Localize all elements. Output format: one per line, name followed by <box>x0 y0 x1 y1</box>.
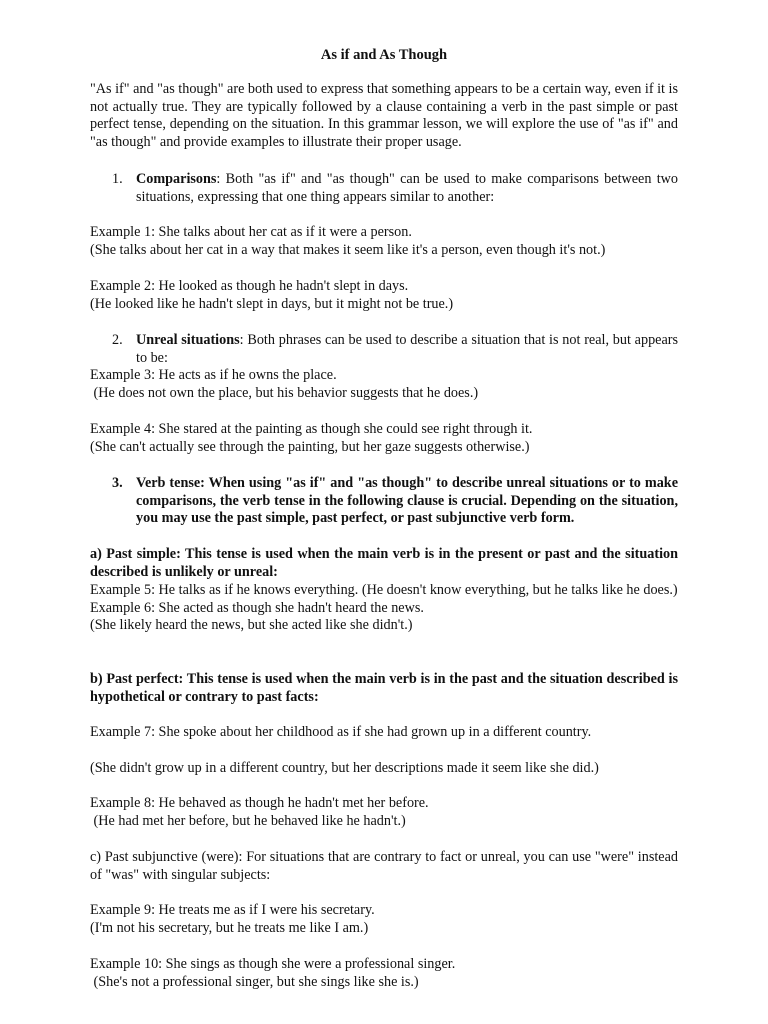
list-item-body: : Both "as if" and "as though" can be used to make comparisons between two situations, expressing that one thing appears similar to another: <box>136 171 678 205</box>
example-1 <box>90 224 678 259</box>
example-explanation: (He does not own the place, but his behavior suggests that he does.) <box>90 384 479 401</box>
example-9 <box>90 902 678 937</box>
example-7-sentence <box>90 724 678 742</box>
list-number: 1. <box>112 171 123 187</box>
list-item-text <box>136 171 678 206</box>
example-sentence: Example 2: He looked as though he hadn't slept in days. <box>90 278 409 294</box>
list-item-text: Verb tense: When using "as if" and "as though" to describe unreal situations or to make comparisons, the verb tense in the following clause is crucial. Depending on the situation, you may use the past simple, past perfect, or past subjunctive verb form. <box>136 475 678 527</box>
section-a-examples <box>90 582 678 635</box>
example-sentence: Example 8: He behaved as though he hadn't met her before. <box>90 795 429 811</box>
example-explanation: (She talks about her cat in a way that makes it seem like it's a person, even though it's not.) <box>90 241 606 258</box>
example-explanation: (She didn't grow up in a different country, but her descriptions made it seem like she did.) <box>90 760 599 776</box>
list-item-text <box>136 332 678 367</box>
example-sentence: Example 4: She stared at the painting as though she could see right through it. <box>90 421 533 437</box>
section-b-heading: b) Past perfect: This tense is used when the main verb is in the past and the situation described is hypothetical or contrary to past facts: <box>90 671 678 705</box>
page-title: As if and As Though <box>320 47 448 63</box>
section-a-heading: a) Past simple: This tense is used when the main verb is in the present or past and the situation described is unlikely or unreal: <box>90 546 678 580</box>
example-3 <box>90 367 678 402</box>
example-5: Example 5: He talks as if he knows everything. (He doesn't know everything, but he talks like he does.) <box>90 582 678 598</box>
example-2 <box>90 278 678 313</box>
list-number: 3. <box>112 475 123 491</box>
list-item-body: : Both phrases can be used to describe a situation that is not real, but appears to be: <box>136 332 679 366</box>
list-item-heading: Unreal situations <box>136 332 240 348</box>
example-8 <box>90 795 678 830</box>
list-item-comparisons <box>90 171 678 206</box>
list-number: 2. <box>112 332 123 348</box>
example-7-explanation <box>90 760 678 778</box>
section-c-heading: c) Past subjunctive (were): For situations that are contrary to fact or unreal, you can use "were" instead of "was" with singular subjects: <box>90 849 678 883</box>
example-6-sentence: Example 6: She acted as though she hadn't heard the news. <box>90 599 424 616</box>
example-sentence: Example 3: He acts as if he owns the place. <box>90 367 337 383</box>
example-4 <box>90 421 678 456</box>
example-sentence: Example 1: She talks about her cat as if it were a person. <box>90 224 412 240</box>
example-explanation: (I'm not his secretary, but he treats me like I am.) <box>90 919 369 936</box>
example-sentence: Example 9: He treats me as if I were his secretary. <box>90 902 375 918</box>
example-sentence: Example 7: She spoke about her childhood as if she had grown up in a different country. <box>90 724 592 740</box>
example-sentence: Example 10: She sings as though she were a professional singer. <box>90 956 456 972</box>
list-item-heading: Comparisons <box>136 171 217 187</box>
example-explanation: (He had met her before, but he behaved like he hadn't.) <box>90 812 406 829</box>
example-explanation: (She's not a professional singer, but she sings like she is.) <box>90 973 419 990</box>
intro-paragraph: "As if" and "as though" are both used to express that something appears to be a certain way, even if it is not actually true. They are typically followed by a clause containing a verb in the past simple or past perfect tense, depending on the situation. In this grammar lesson, we will explore the use of "as if" and "as though" and provide examples to illustrate their proper usage. <box>90 81 679 151</box>
example-10 <box>90 956 678 991</box>
list-item-verb-tense <box>90 475 678 528</box>
example-explanation: (He looked like he hadn't slept in days, but it might not be true.) <box>90 295 454 312</box>
example-explanation: (She can't actually see through the painting, but her gaze suggests otherwise.) <box>90 438 530 455</box>
list-item-unreal-situations <box>90 332 678 367</box>
example-6-explanation: (She likely heard the news, but she acted like she didn't.) <box>90 617 413 634</box>
